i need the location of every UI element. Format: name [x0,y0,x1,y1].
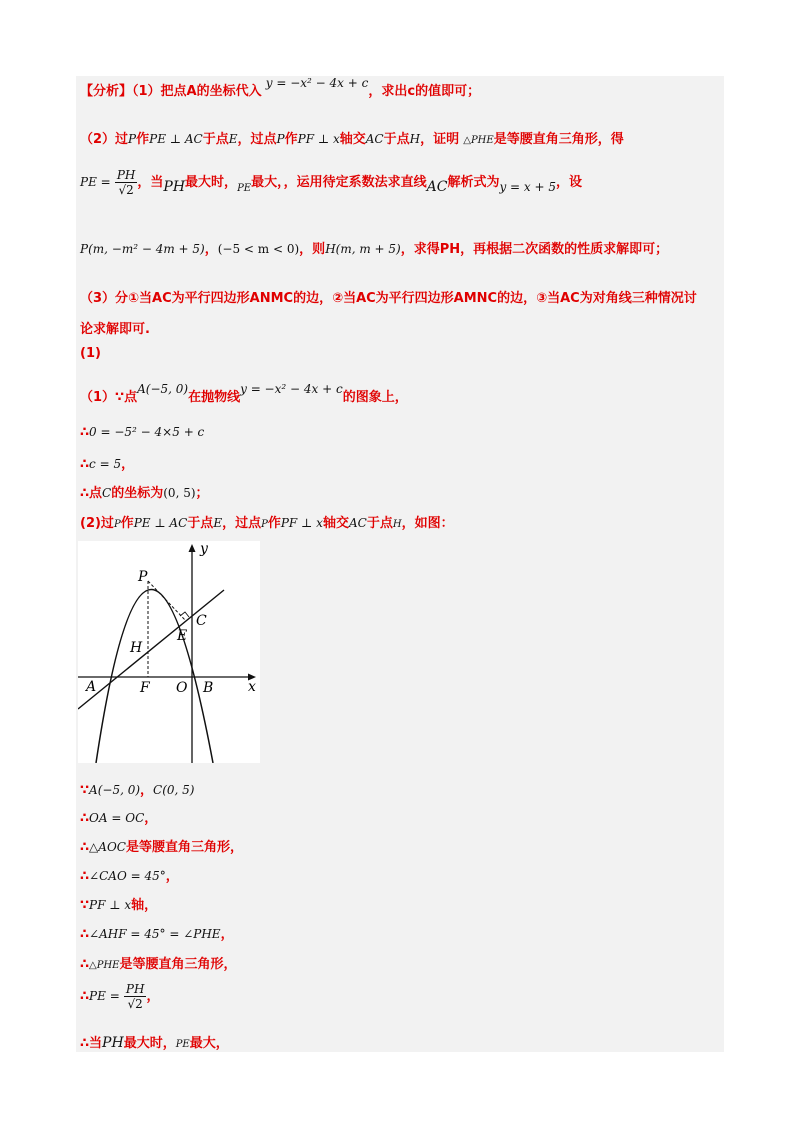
figure-svg [78,541,260,763]
math-point-P: P(m, −m² − 4m + 5) [80,242,205,256]
analysis-line-6 [80,318,150,337]
analysis-line-5 [80,287,697,306]
analysis-header: 【分析】 [80,84,133,99]
proof-text: ， [144,811,158,826]
analysis-text: 论求解即可. [80,322,150,337]
math-fraction [124,982,147,1011]
math-point: (0, 5) [163,486,196,500]
math-point: A(−5, 0) [137,382,189,396]
proof-text: ， [140,783,154,798]
analysis-text: 解析式为 [447,175,500,190]
proof-line-9 [80,1032,229,1051]
proof-line-6 [80,923,234,942]
solution-part1-label [80,346,101,361]
proof-line-4 [80,865,179,884]
solution-text: 作 [267,516,281,531]
solution-line-4 [80,482,209,501]
math-expr: ∠AHF = 45° = ∠PHE [89,927,221,941]
proof-line-3 [80,836,243,855]
math-expr: PE ⊥ AC [133,516,188,530]
proof-text: ∴当 [80,1036,103,1051]
math-expr: PE [237,183,252,194]
analysis-text: ，则 [299,242,326,257]
because-symbol: ∵ [80,898,90,913]
therefore-symbol: ∴ [80,869,90,884]
math-point: A(−5, 0) [89,783,141,797]
math-expr: AC [365,132,384,146]
math-expr: ∠CAO = 45° [89,869,166,883]
solution-text: (2)过 [80,516,114,531]
analysis-text: 最大时， [185,175,238,190]
solution-text: 的坐标为 [111,486,164,501]
part-label: (1) [80,346,101,361]
therefore-symbol: ∴ [80,457,90,472]
label-C: C [196,613,207,629]
analysis-text: ，过点 [237,132,277,147]
proof-line-5 [80,894,157,913]
solution-text: 于点 [187,516,214,531]
math-fraction [115,168,138,197]
proof-line-2 [80,807,157,826]
math-point: H [409,132,421,146]
solution-text: ； [195,486,209,501]
math-point: P [128,132,137,146]
because-symbol: ∵ [80,783,90,798]
analysis-text: 是等腰直角三角形，得 [493,132,624,147]
proof-text: ， [220,927,234,942]
solution-text: ，如图： [401,516,454,531]
math-point: E [213,516,223,530]
math-triangle: △PHE [463,135,494,146]
math-point: E [228,132,238,146]
math-expr: PE = [80,175,111,189]
analysis-text: 轴交 [339,132,366,147]
math-point: P [261,519,268,530]
therefore-symbol: ∴ [80,840,90,855]
analysis-line-2 [80,128,624,147]
proof-text: 是等腰直角三角形， [125,840,243,855]
solution-text: 轴交 [322,516,349,531]
solution-line-3 [80,453,134,472]
fraction-numerator: PH [125,982,145,996]
right-angle-mark [180,612,189,617]
solution-text: （1）∵点 [80,390,138,405]
analysis-text: 作 [136,132,150,147]
fraction-numerator: PH [116,168,136,182]
math-expr: y = x + 5 [499,180,557,194]
solution-line-1 [80,382,408,405]
analysis-text: ，证明 [420,132,460,147]
proof-text: ， [165,869,179,884]
analysis-text: ，求得PH，再根据二次函数的性质求解即可； [400,242,669,257]
proof-text: 轴， [131,898,158,913]
analysis-text: （2）过 [80,132,129,147]
proof-line-1 [80,779,195,798]
math-point: C [102,486,112,500]
solution-text: ， [121,457,135,472]
math-expr: PE ⊥ AC [149,132,203,146]
math-point: P [113,519,121,530]
label-O: O [176,680,188,696]
therefore-symbol: ∴ [80,989,90,1004]
math-triangle: △AOC [89,840,126,854]
y-axis-arrow [189,544,196,552]
label-F: F [140,680,150,696]
analysis-text: ，设 [556,175,583,190]
proof-text: 是等腰直角三角形， [119,957,237,972]
therefore-symbol: ∴ [80,957,90,972]
math-point: C(0, 5) [153,783,195,797]
solution-text: ，过点 [222,516,262,531]
therefore-symbol: ∴ [80,811,90,826]
parabola-figure [78,541,260,763]
math-parabola: y = −x² − 4x + c [240,382,343,396]
analysis-text: 作 [284,132,298,147]
label-y: y [200,541,208,557]
proof-line-8 [80,982,159,1011]
label-P: P [138,569,148,585]
analysis-line-1 [80,76,481,99]
analysis-text: ，求出c的值即可； [368,84,481,99]
solution-text: ∴点 [80,486,103,501]
label-E: E [177,628,188,644]
math-expr: AC [426,179,448,195]
math-point: P [276,132,285,146]
fraction-denominator: √2 [127,997,143,1011]
math-range: (−5 < m < 0) [217,242,300,256]
label-H: H [130,640,143,656]
analysis-text: 最大，，运用待定系数法求直线 [251,175,427,190]
math-expr: PF ⊥ x [297,132,340,146]
solution-text: 于点 [366,516,393,531]
math-expr: PH [102,1035,124,1051]
math-point-H: H(m, m + 5) [325,242,401,256]
solution-text: 在抛物线 [188,390,241,405]
analysis-text: （1）把点A的坐标代入 [132,84,262,99]
math-expr: PE [175,1039,190,1050]
math-expr: OA = OC [89,811,145,825]
math-triangle: △PHE [89,960,120,971]
analysis-line-4 [80,238,668,257]
solution-line-5 [80,512,454,531]
solution-text: 作 [120,516,134,531]
analysis-text: ，当 [137,175,164,190]
math-expr: c = 5 [89,457,122,471]
proof-line-7 [80,953,237,972]
math-expr: PH [163,179,186,195]
math-expr: PF ⊥ x [89,898,132,912]
solution-line-2 [80,425,204,440]
math-point: H [392,519,402,530]
label-A: A [86,679,97,695]
label-x: x [248,679,256,695]
segment-PE [148,581,186,621]
therefore-symbol: ∴ [80,927,90,942]
analysis-line-3 [80,168,582,197]
proof-text: ， [146,989,160,1004]
analysis-text: 于点 [383,132,410,147]
fraction-denominator: √2 [118,183,134,197]
math-expr: 0 = −5² − 4×5 + c [89,425,205,439]
math-parabola: y = −x² − 4x + c [265,76,369,90]
solution-text: 的图象上， [342,390,408,405]
math-expr: AC [348,516,367,530]
analysis-text: （3）分①当AC为平行四边形ANMC的边，②当AC为平行四边形AMNC的边，③当AC为对角线三种情况讨 [80,291,697,306]
proof-text: 最大， [189,1036,229,1051]
proof-text: 最大时， [123,1036,176,1051]
label-B: B [203,680,214,696]
therefore-symbol: ∴ [80,425,90,440]
analysis-text: ， [204,242,218,257]
analysis-text: 于点 [202,132,229,147]
math-expr: PE = [89,989,120,1003]
math-expr: PF ⊥ x [280,516,323,530]
